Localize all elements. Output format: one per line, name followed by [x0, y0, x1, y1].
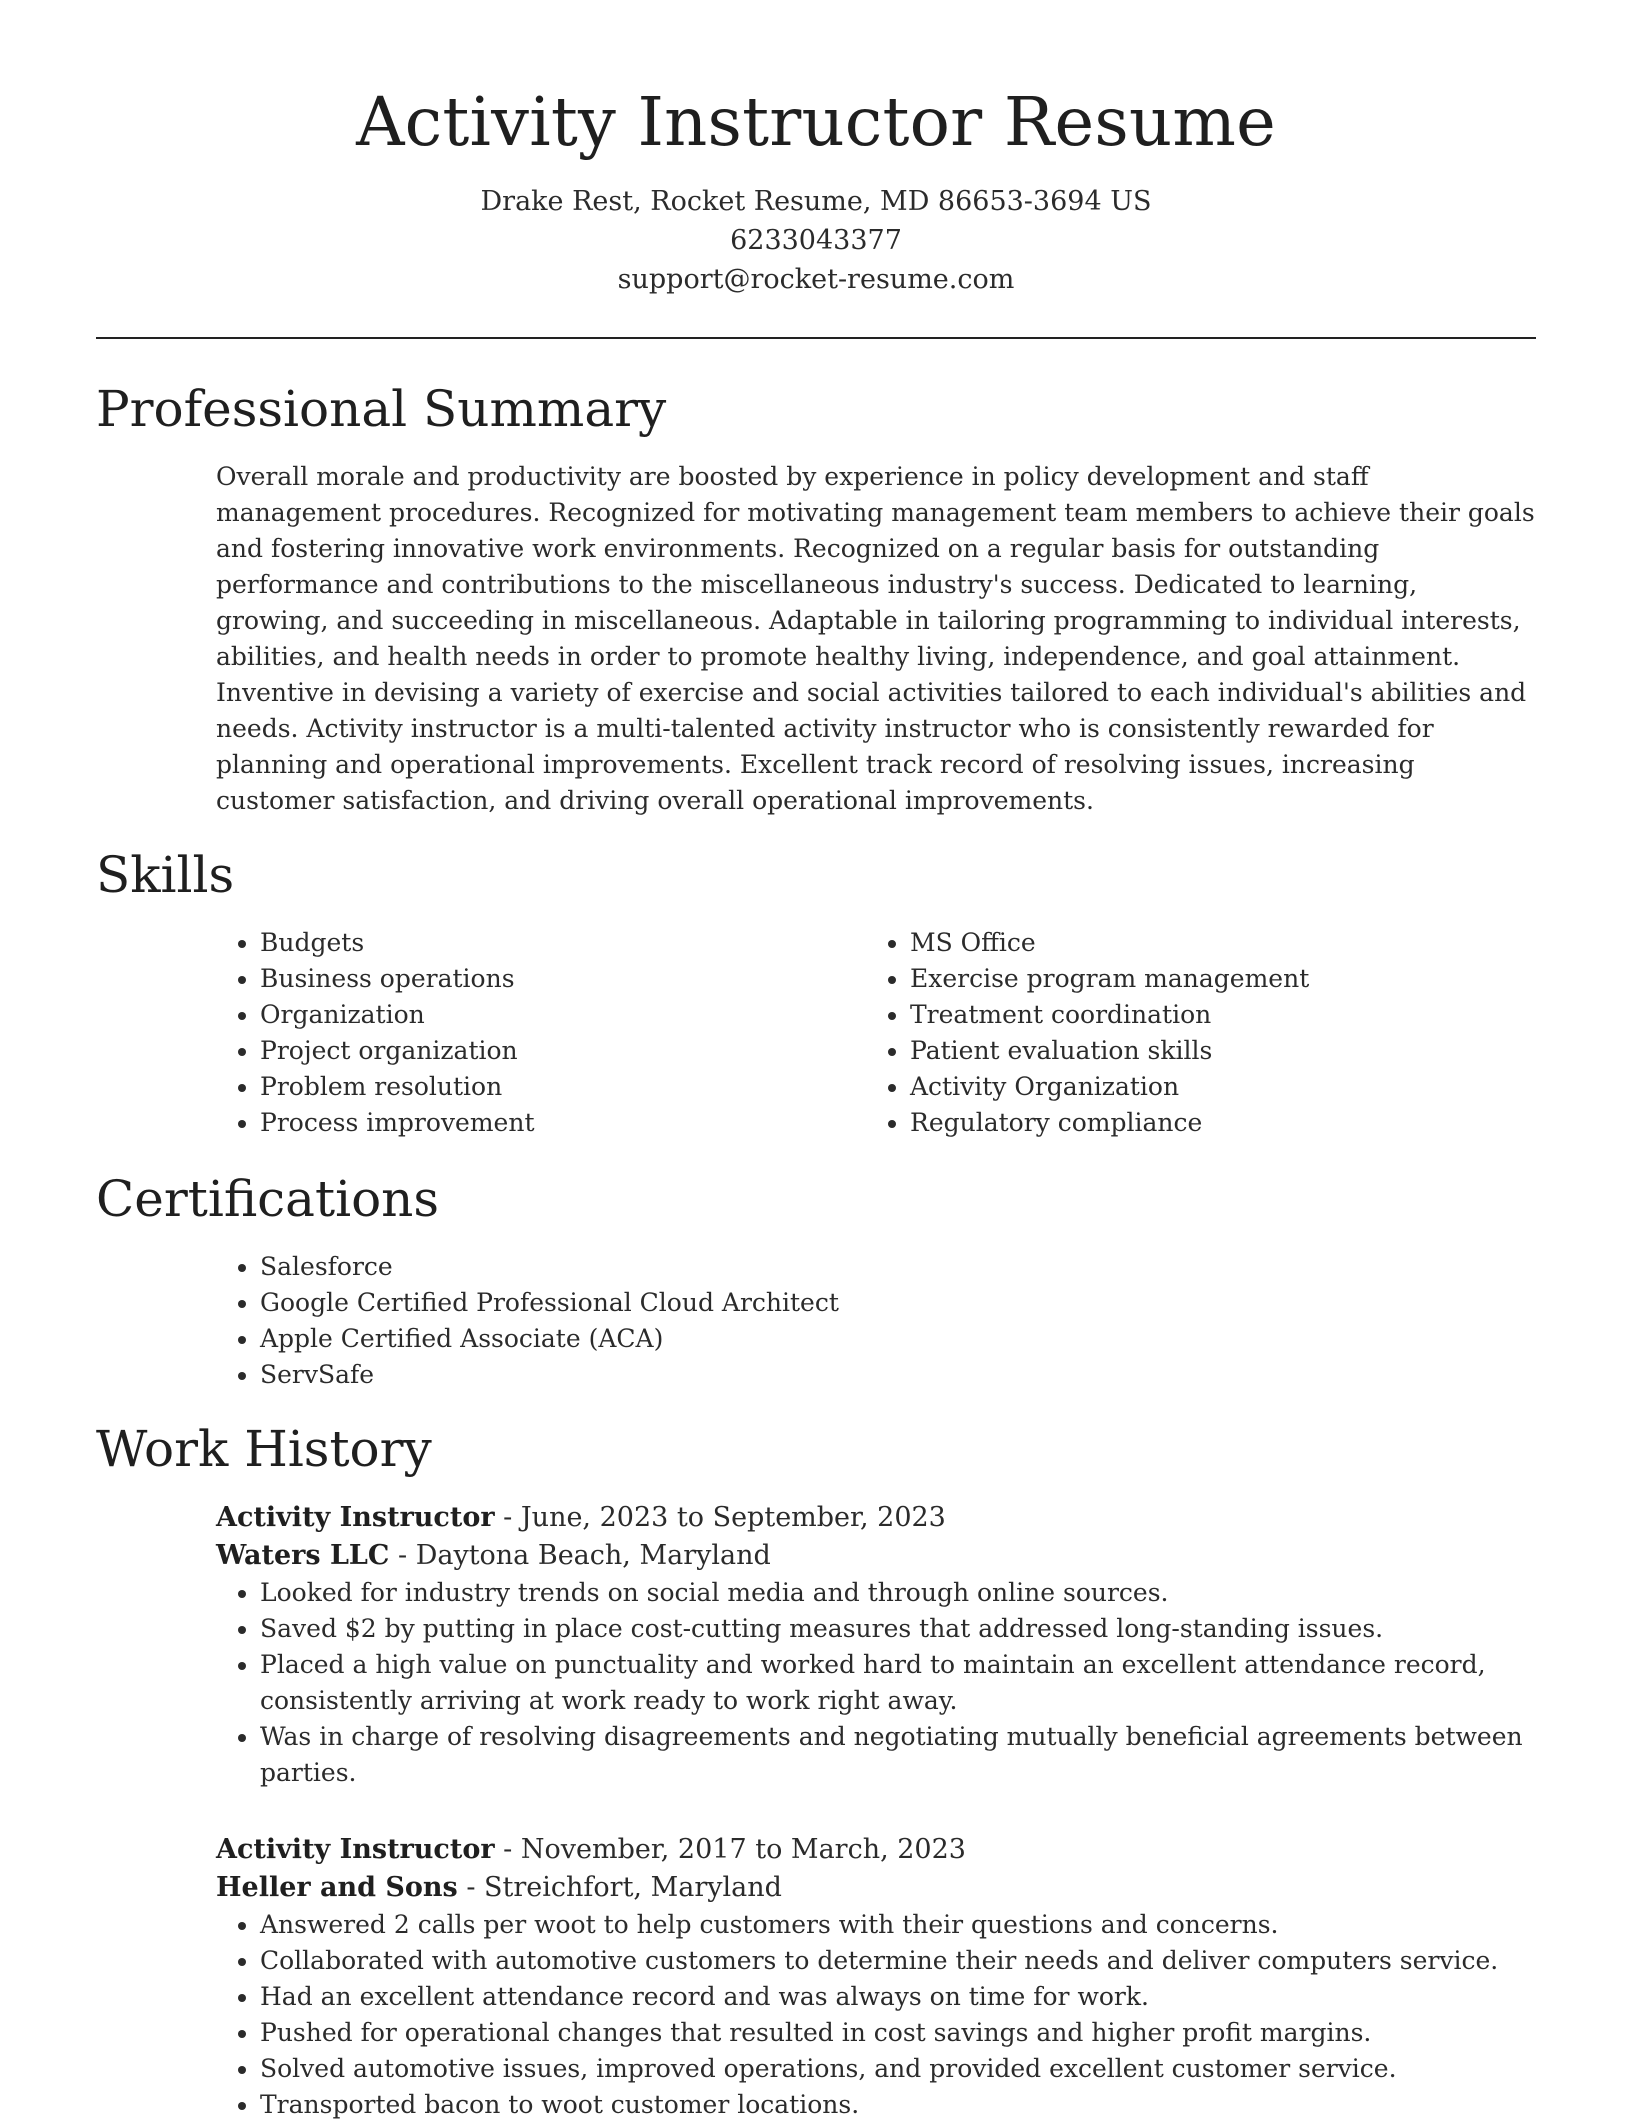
skill-item: • Project organization — [260, 1033, 866, 1069]
job-title: Activity Instructor — [216, 1501, 495, 1533]
job-company: Waters LLC — [216, 1539, 390, 1571]
certification-item: • Apple Certified Associate (ACA) — [260, 1321, 1536, 1357]
job-company: Heller and Sons — [216, 1871, 458, 1903]
skills-column-right — [866, 925, 1516, 1141]
skills-list-left — [216, 925, 866, 1141]
skills-list-right — [866, 925, 1516, 1141]
skill-item: • Budgets — [260, 925, 866, 961]
job-bullet: • Pushed for operational changes that resulted in cost savings and higher profit margins. — [260, 2015, 1536, 2051]
skill-item: • Regulatory compliance — [910, 1105, 1516, 1141]
certifications-section — [96, 1169, 1536, 1393]
certifications-heading: Certifications — [96, 1169, 440, 1228]
job-bullets — [216, 1907, 1536, 2123]
job-bullet: • Saved $2 by putting in place cost-cutting measures that addressed long-standing issues. — [260, 1611, 1536, 1647]
summary-text: Overall morale and productivity are boosted by experience in policy development and staff management procedures. Recognized for motivating management team members to achieve their goals and fostering innovative work environments. Recognized on a regular basis for outstanding performance and contributions to the miscellaneous industry's success. Dedicated to learning, growing, and succeeding in miscellaneous. Adaptable in tailoring programming to individual interests, abilities, and health needs in order to promote healthy living, independence, and goal attainment. Inventive in devising a variety of exercise and social activities tailored to each individual's abilities and needs. Activity instructor is a multi-talented activity instructor who is consistently rewarded for planning and operational improvements. Excellent track record of resolving issues, increasing customer satisfaction, and driving overall operational improvements. — [216, 461, 1535, 815]
work-history-section — [96, 1419, 1536, 2123]
skill-item: • Activity Organization — [910, 1069, 1516, 1105]
job-dates: - November, 2017 to March, 2023 — [494, 1833, 966, 1865]
page-title: Activity Instructor Resume — [356, 83, 1276, 161]
contact-info — [96, 182, 1536, 299]
skill-item: • Business operations — [260, 961, 866, 997]
skills-columns — [216, 925, 1536, 1141]
job-bullet: • Answered 2 calls per woot to help customers with their questions and concerns. — [260, 1907, 1536, 1943]
job-bullet: • Was in charge of resolving disagreements and negotiating mutually beneficial agreements between parties. — [260, 1719, 1536, 1791]
job-bullet: • Collaborated with automotive customers to determine their needs and deliver computers service. — [260, 1943, 1536, 1979]
job-title: Activity Instructor — [216, 1833, 495, 1865]
job-bullet: • Placed a high value on punctuality and worked hard to maintain an excellent attendance record, consistently arriving at work ready to work right away. — [260, 1647, 1536, 1719]
job-location: - Streichfort, Maryland — [457, 1871, 782, 1903]
resume-header — [96, 0, 1536, 299]
contact-email: support@rocket-resume.com — [617, 263, 1015, 295]
job-bullets — [216, 1575, 1536, 1791]
job-company-line — [216, 1537, 1536, 1575]
summary-section — [96, 379, 1536, 819]
contact-address: Drake Rest, Rocket Resume, MD 86653-3694 US — [480, 185, 1152, 217]
skill-item: • Treatment coordination — [910, 997, 1516, 1033]
job-entry — [216, 1831, 1536, 2123]
job-title-line — [216, 1831, 1536, 1869]
work-history-heading: Work History — [96, 1419, 432, 1478]
job-bullet: • Solved automotive issues, improved operations, and provided excellent customer service. — [260, 2051, 1536, 2087]
job-entry — [216, 1499, 1536, 1791]
skill-item: • Exercise program management — [910, 961, 1516, 997]
header-divider — [96, 337, 1536, 339]
skill-item: • MS Office — [910, 925, 1516, 961]
certification-item: • ServSafe — [260, 1357, 1536, 1393]
skill-item: • Patient evaluation skills — [910, 1033, 1516, 1069]
skill-item: • Problem resolution — [260, 1069, 866, 1105]
skill-item: • Process improvement — [260, 1105, 866, 1141]
certifications-list-wrapper — [216, 1249, 1536, 1393]
contact-phone: 6233043377 — [730, 224, 902, 256]
job-company-line — [216, 1869, 1536, 1907]
certification-item: • Salesforce — [260, 1249, 1536, 1285]
job-title-line — [216, 1499, 1536, 1537]
job-location: - Daytona Beach, Maryland — [389, 1539, 771, 1571]
skill-item: • Organization — [260, 997, 866, 1033]
skills-column-left — [216, 925, 866, 1141]
summary-heading: Professional Summary — [96, 379, 667, 438]
skills-heading: Skills — [96, 845, 235, 904]
certification-item: • Google Certified Professional Cloud Architect — [260, 1285, 1536, 1321]
job-dates: - June, 2023 to September, 2023 — [494, 1501, 946, 1533]
certifications-list — [216, 1249, 1536, 1393]
job-bullet: • Looked for industry trends on social media and through online sources. — [260, 1575, 1536, 1611]
job-bullet: • Transported bacon to woot customer locations. — [260, 2087, 1536, 2123]
skills-section — [96, 845, 1536, 1141]
job-bullet: • Had an excellent attendance record and was always on time for work. — [260, 1979, 1536, 2015]
